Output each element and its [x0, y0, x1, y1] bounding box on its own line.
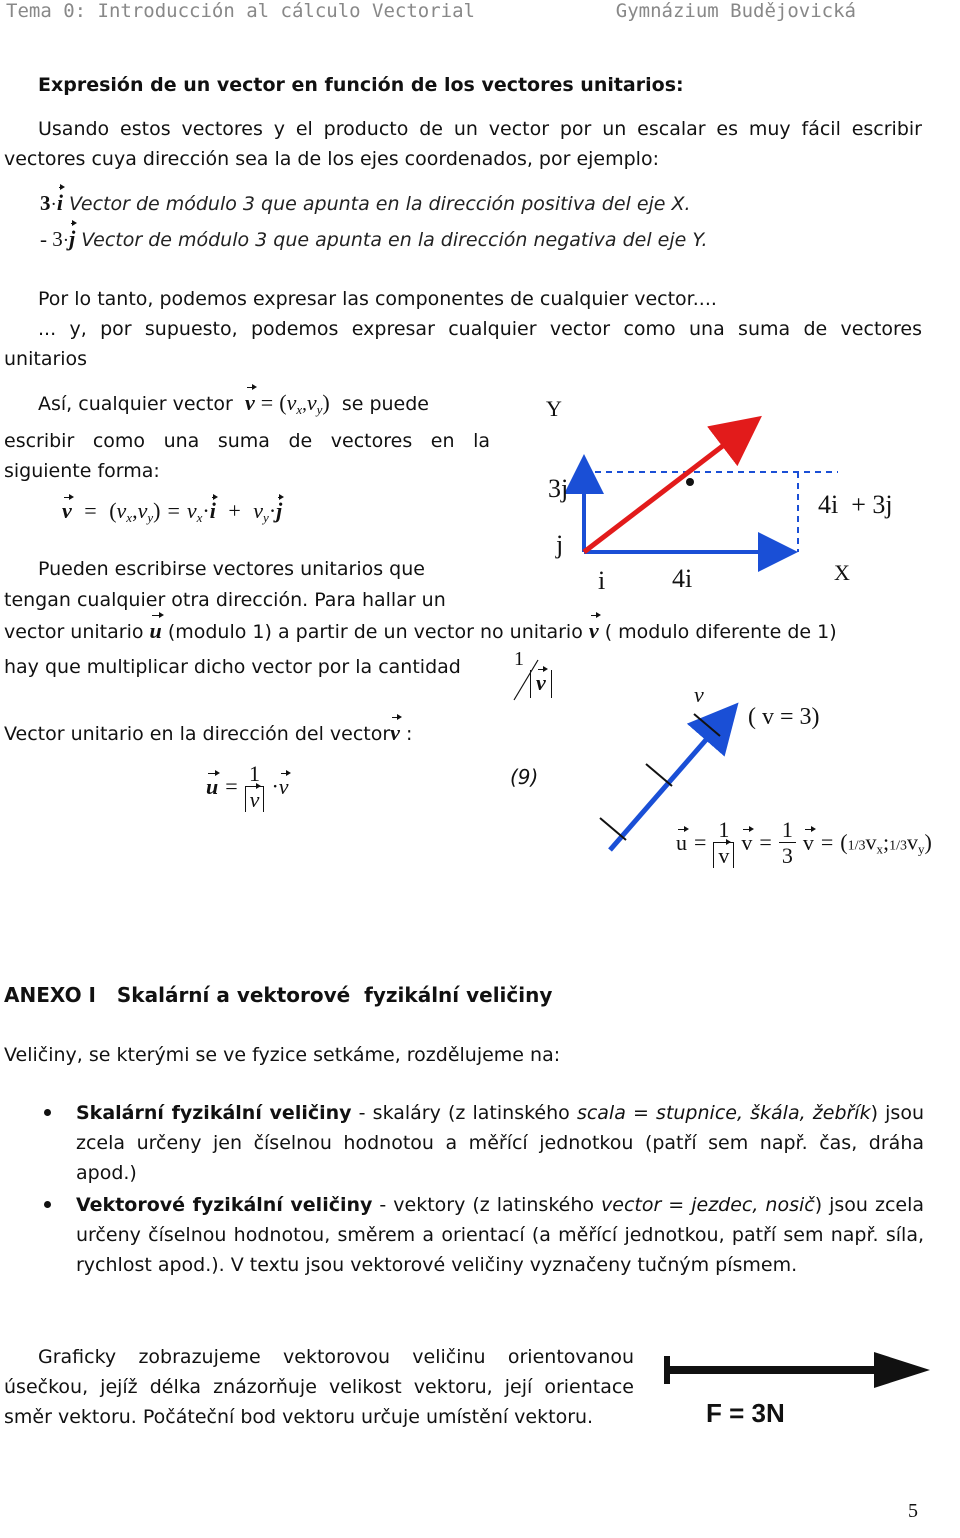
force-vector-figure	[660, 1332, 940, 1444]
example-1: 3·i Vector de módulo 3 que apunta en la dirección positiva del eje X.	[40, 188, 691, 220]
label-i: i	[598, 566, 606, 595]
force-arrow	[660, 1332, 940, 1444]
unit-vector-example: u = $\frac{1}{v}$ v = $\frac{1}{3}$ $v = (1/3v_x;1/3v_y)$	[676, 817, 932, 868]
unit-vector-formula: u = $\frac{1}{v}$ ·v	[206, 761, 289, 812]
axis-x-label: X	[834, 560, 850, 585]
bullet-dot	[44, 1201, 51, 1208]
vector-tip-dot	[686, 478, 694, 486]
escribir-paragraph: escribir como una suma de vectores en la siguiente forma:	[4, 430, 490, 482]
example-2: - 3·j Vector de módulo 3 que apunta en la dirección negativa del eje Y.	[40, 224, 708, 256]
vector-v-label: v	[694, 682, 704, 707]
label-4i: 4i	[672, 564, 693, 593]
bullet-dot	[44, 1109, 51, 1116]
vector-unitario-line: vector unitario u (modulo 1) a partir de un vector no unitario v ( modulo diferente de 1)	[4, 616, 837, 647]
paragraph-components: Por lo tanto, podemos expresar las componentes de cualquier vector....	[38, 288, 717, 310]
intro-paragraph: Usando estos vectores y el producto de un vector por un escalar es muy fácil escribir vectores cuya dirección sea la de los ejes coordenados, por ejemplo:	[4, 118, 922, 170]
quantity-fraction: 1 v	[502, 650, 582, 711]
tengan-line: tengan cualquier otra dirección. Para hallar un	[4, 589, 446, 611]
graficky-paragraph: Graficky zobrazujeme vektorovou veličinu orientovanou úsečkou, jejíž délka znázorňuje velikost vektoru, její orientace směr vektoru. Počáteční bod vektoru určuje umístění vektoru.	[4, 1346, 634, 1428]
header-title: Tema 0: Introducción al cálculo Vectorial	[6, 0, 475, 22]
asi-line: Así, cualquier vector $v = (v_x,v_y)$ se puede	[38, 390, 429, 417]
annex-title: ANEXO I Skalární a vektorové fyzikální veličiny	[4, 983, 553, 1007]
pueden-line: Pueden escribirse vectores unitarios que	[38, 558, 425, 580]
label-3j: 3j	[548, 474, 569, 503]
unit-vector-label: Vector unitario en la dirección del vectorv :	[4, 718, 412, 749]
label-j: j	[556, 530, 564, 559]
modulus-label: ( v = 3)	[748, 704, 820, 730]
paragraph-sum: ... y, por supuesto, podemos expresar cualquier vector como una suma de vectores unitarios	[4, 318, 922, 370]
resultant-vector	[584, 422, 754, 552]
force-label: F = 3N	[706, 1398, 785, 1428]
tick-1	[600, 818, 626, 840]
vector-equation: $v = (v_x,v_y) = v_x\cdot i + v_y\cdot j$	[62, 498, 283, 525]
annex-intro: Veličiny, se kterými se ve fyzice setkáme, rozdělujeme na:	[4, 1044, 561, 1066]
hay-line: hay que multiplicar dicho vector por la cantidad	[4, 656, 461, 678]
section-title: Expresión de un vector en función de los vectores unitarios:	[38, 74, 684, 96]
bullet-vector: Vektorové fyzikální veličiny - vektory (z latinského vector = jezdec, nosič) jsou zcela určeny číselnou hodnotou, směrem a orientací (a měřící jednotkou, patří sem např. síla, rychlost apod.). V textu jsou vektorové veličiny vyznačeny tučným písmem.	[76, 1194, 925, 1276]
header-school: Gymnázium Budějovická	[615, 0, 856, 22]
equation-number: (9)	[510, 765, 539, 789]
sum-label: 4i + 3j	[818, 490, 893, 519]
page-number: 5	[908, 1500, 918, 1522]
tick-2	[646, 764, 672, 786]
axis-y-label: Y	[546, 396, 562, 421]
bullet-scalar: Skalární fyzikální veličiny - skaláry (z latinského scala = stupnice, škála, žebřík) jsou zcela určeny jen číselnou hodnotou a měřící jednotkou (patří sem např. čas, dráha apod.)	[76, 1102, 924, 1184]
